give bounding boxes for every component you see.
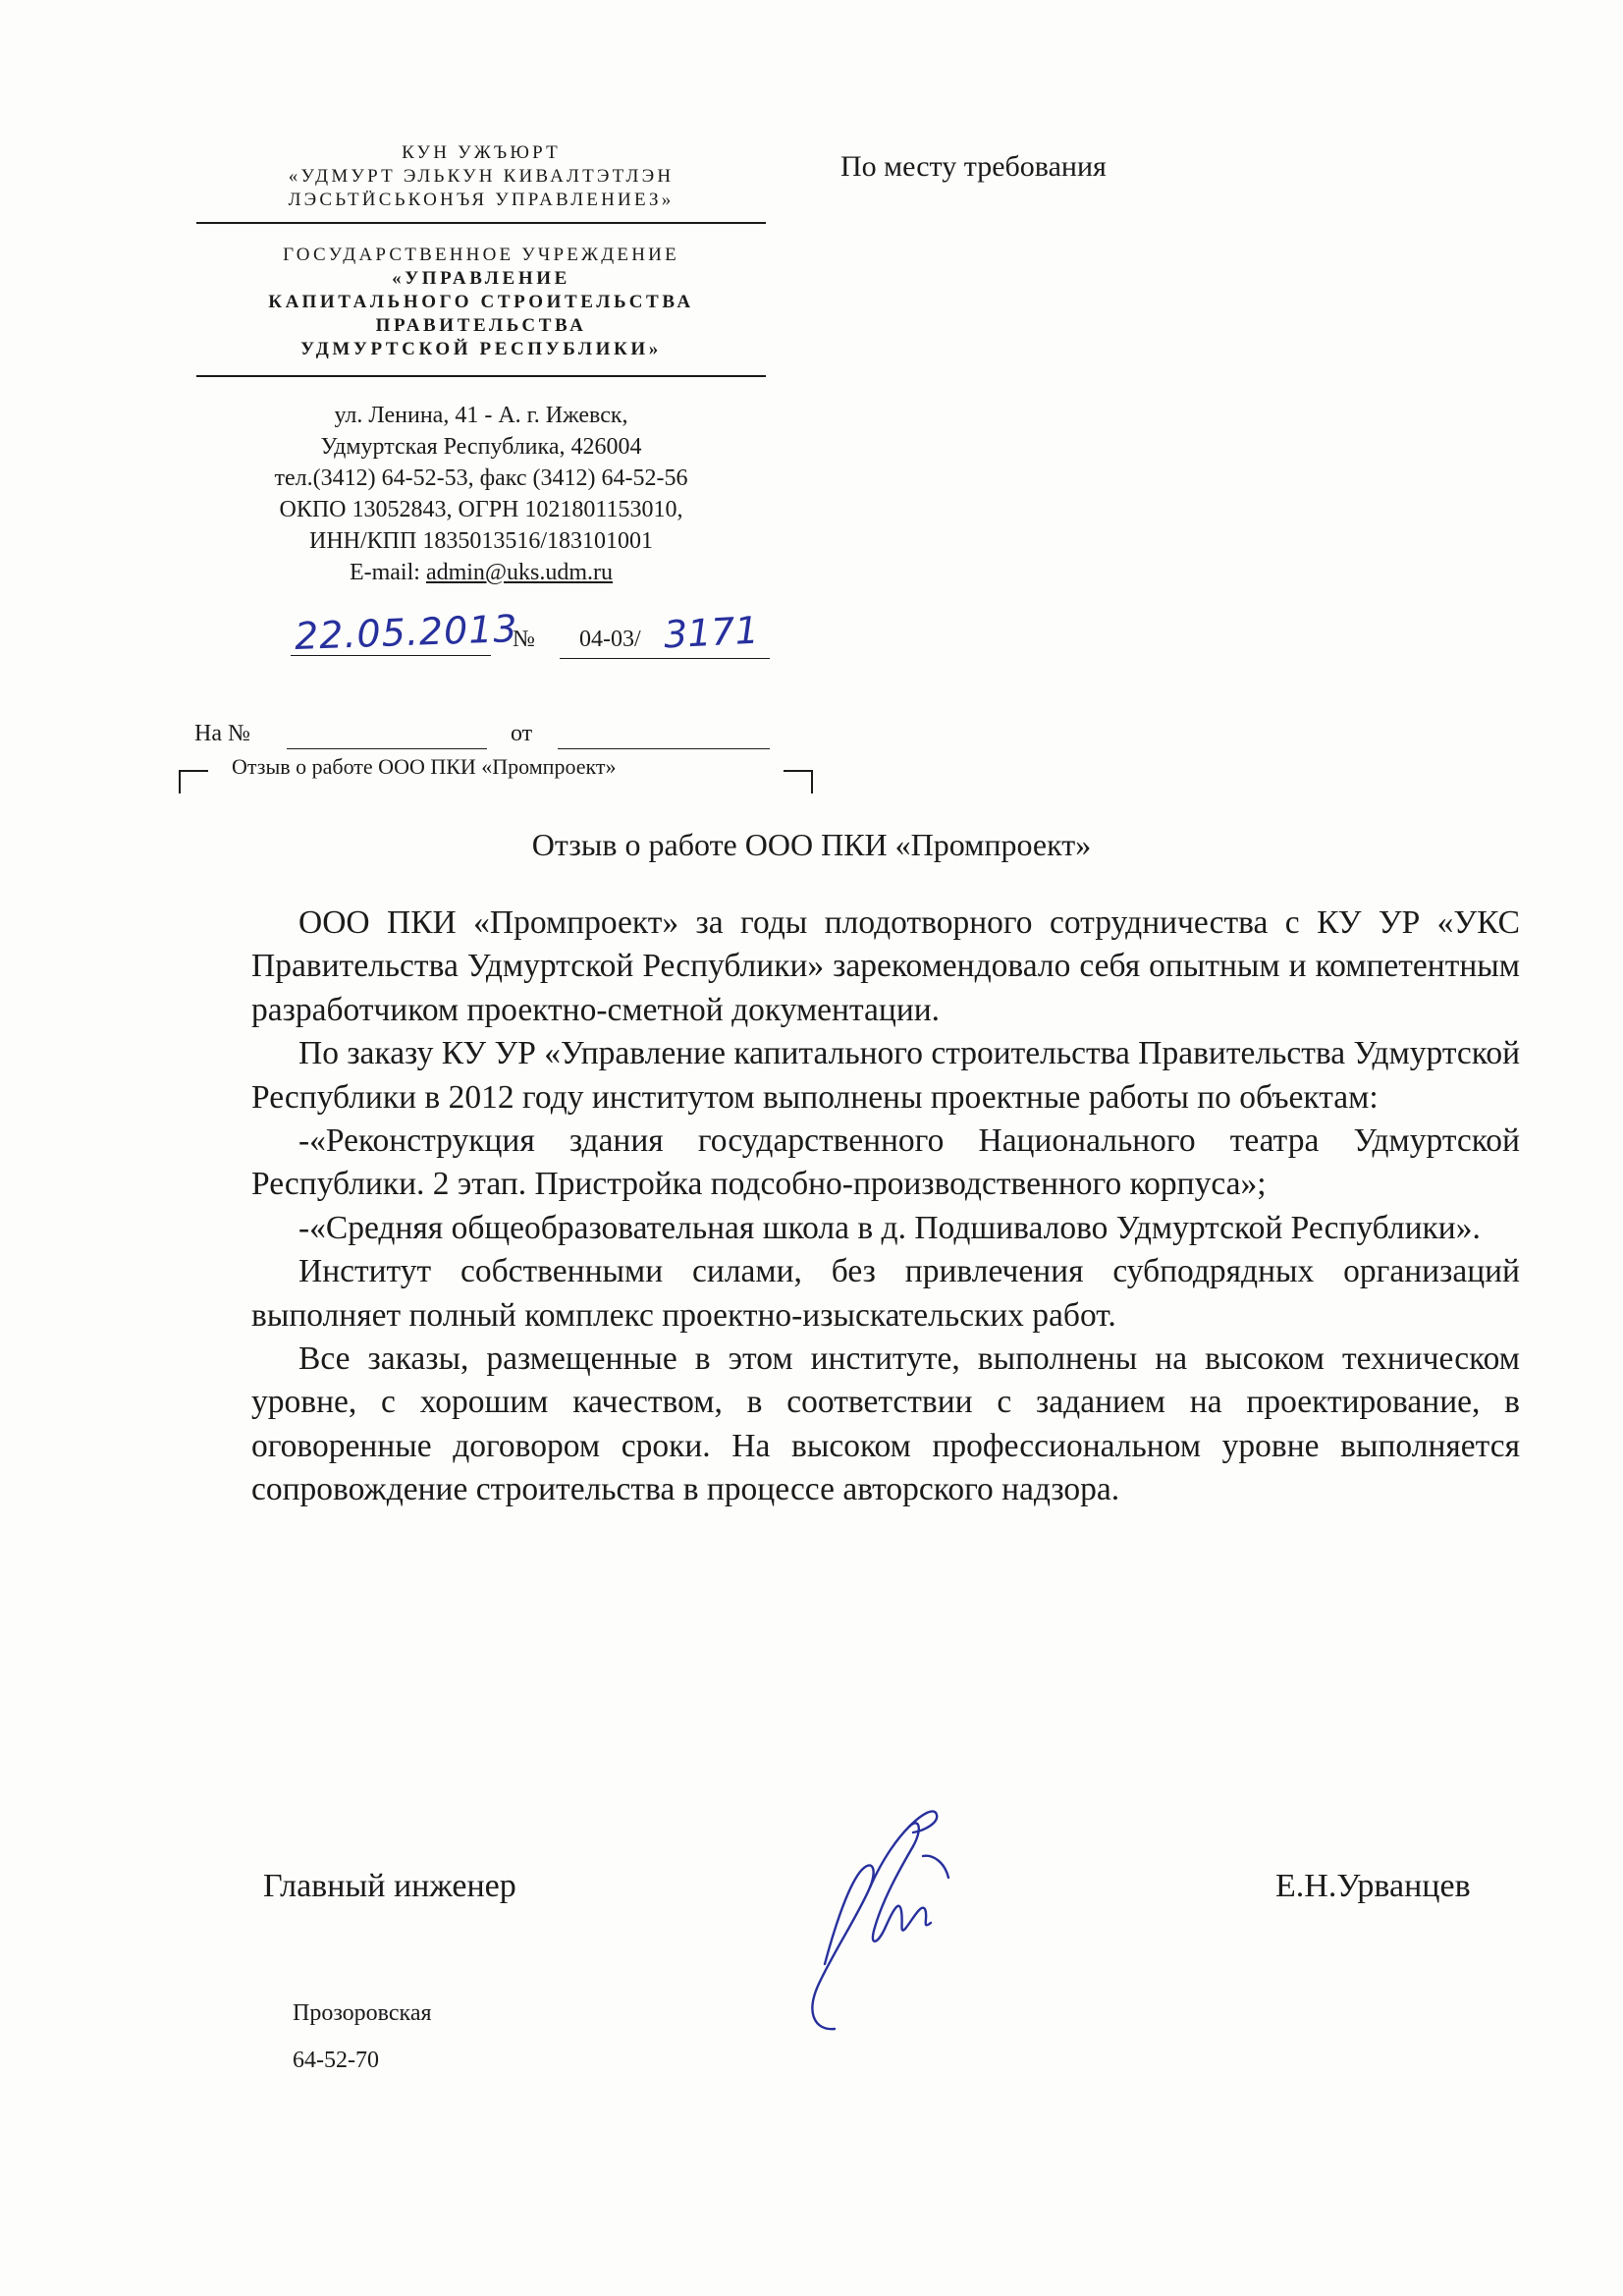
document-title: Отзыв о работе ООО ПКИ «Промпроект» bbox=[531, 827, 1092, 862]
letterhead-divider bbox=[196, 375, 766, 377]
executor-phone: 64-52-70 bbox=[293, 2048, 379, 2073]
subject-short: Отзыв о работе ООО ПКИ «Промпроект» bbox=[232, 754, 617, 779]
body-paragraph: Институт собственными силами, без привлечения субподрядных организаций выполняет полный комплекс проектно-изыскательских работ. bbox=[251, 1253, 1520, 1334]
email-link[interactable]: admin@uks.udm.ru bbox=[425, 560, 614, 585]
executor-block bbox=[293, 1990, 432, 2084]
letterhead-org-name-line: «УПРАВЛЕНИЕ bbox=[392, 268, 570, 289]
body-paragraph: -«Средняя общеобразовательная школа в д. Подшивалово Удмуртской Республики». bbox=[298, 1209, 1481, 1246]
letterhead-udmurt-line: «УДМУРТ ЭЛЬКУН КИВАЛТЭТЛЭН bbox=[288, 166, 675, 187]
reference-from-label: от bbox=[511, 721, 533, 746]
body-paragraph: По заказу КУ УР «Управление капитального строительства Правительства Удмуртской Республики в 2012 году институтом выполнены проектные работы по объектам: bbox=[251, 1035, 1520, 1116]
address-line: ОКПО 13052843, ОГРН 1021801153010, bbox=[279, 497, 683, 522]
signer-name: Е.Н.Урванцев bbox=[1275, 1868, 1471, 1904]
handwritten-signature bbox=[776, 1797, 992, 2043]
date-underline bbox=[291, 655, 491, 656]
addressee: По месту требования bbox=[840, 150, 1107, 183]
letterhead-org-type: ГОСУДАРСТВЕННОЕ УЧРЕЖДЕНИЕ bbox=[283, 245, 679, 265]
number-prefix: 04-03/ bbox=[579, 627, 641, 652]
email-line bbox=[196, 557, 766, 588]
letter-body bbox=[251, 902, 1520, 1512]
number-underline bbox=[560, 658, 770, 659]
executor-name: Прозоровская bbox=[293, 2000, 432, 2026]
address-line: ИНН/КПП 1835013516/183101001 bbox=[308, 528, 653, 554]
number-sign: № bbox=[513, 627, 535, 652]
address-line: ул. Ленина, 41 - А. г. Ижевск, bbox=[334, 403, 628, 428]
address-line: Удмуртская Республика, 426004 bbox=[320, 434, 642, 460]
letterhead-udmurt-line: ЛЭСЬТӤСЬКОНЪЯ УПРАВЛЕНИЕЗ» bbox=[288, 190, 675, 210]
subject-bracket-left bbox=[179, 770, 208, 793]
outgoing-number: 3171 bbox=[662, 608, 760, 657]
body-paragraph: Все заказы, размещенные в этом институте, выполнены на высоком техническом уровне, с хорошим качеством, в соответствии с заданием на проектирование, в оговоренные договором сроки. На высоком профессиональном уровне выполняется сопровождение строительства в процессе авторского надзора. bbox=[251, 1340, 1520, 1508]
address-line: тел.(3412) 64-52-53, факс (3412) 64-52-56 bbox=[274, 465, 688, 491]
reference-label: На № bbox=[194, 721, 250, 746]
letterhead-org-name-line: КАПИТАЛЬНОГО СТРОИТЕЛЬСТВА bbox=[268, 292, 694, 312]
letterhead-org-name-line: ПРАВИТЕЛЬСТВА bbox=[375, 315, 587, 336]
letterhead-udmurt bbox=[196, 141, 766, 212]
subject-bracket-right bbox=[784, 770, 813, 793]
letterhead-divider bbox=[196, 222, 766, 224]
reference-date-line bbox=[558, 748, 770, 749]
reference-number-line bbox=[287, 748, 487, 749]
letterhead-org-name-line: УДМУРТСКОЙ РЕСПУБЛИКИ» bbox=[300, 339, 662, 359]
body-paragraph: ООО ПКИ «Промпроект» за годы плодотворного сотрудничества с КУ УР «УКС Правительства Удмуртской Республики» зарекомендовало себя опытным и компетентным разработчиком проектно-сметной документации. bbox=[251, 904, 1520, 1028]
letterhead-udmurt-line: КУН УЖЪЮРТ bbox=[402, 142, 561, 163]
outgoing-date: 22.05.2013 bbox=[294, 607, 519, 658]
email-label: E-mail: bbox=[349, 560, 426, 585]
letterhead-address bbox=[196, 400, 766, 588]
signer-position: Главный инженер bbox=[263, 1868, 516, 1904]
body-paragraph: -«Реконструкция здания государственного Национального театра Удмуртской Республики. 2 этап. Пристройка подсобно-производственного корпуса»; bbox=[251, 1122, 1520, 1203]
letterhead-org-name bbox=[196, 267, 766, 361]
